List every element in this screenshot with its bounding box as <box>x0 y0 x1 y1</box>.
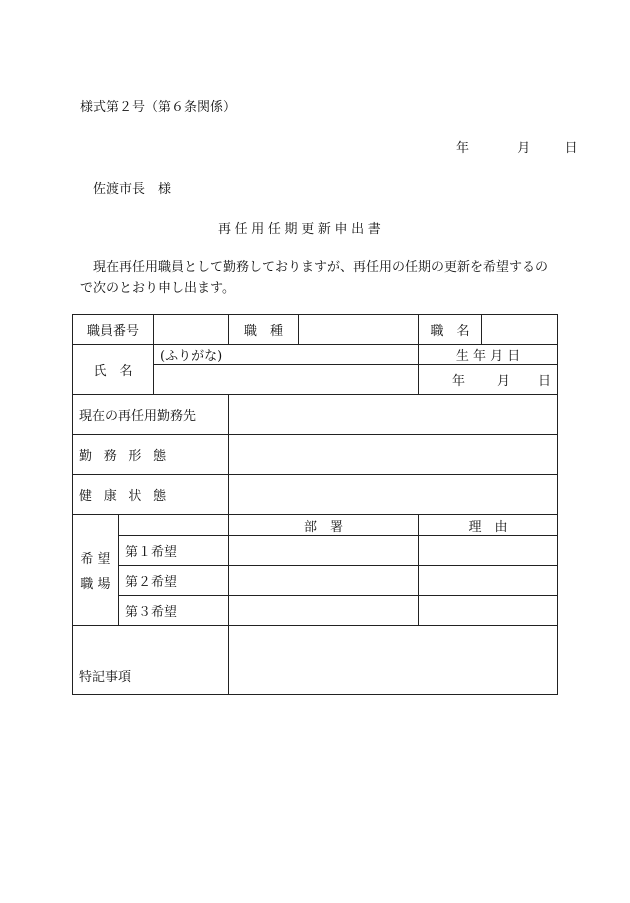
table-row <box>73 515 558 536</box>
choice-2-reason-field[interactable] <box>419 566 558 596</box>
health-field[interactable] <box>229 475 558 515</box>
table-row <box>73 315 558 345</box>
choice-2-label: 第２希望 <box>119 566 229 596</box>
table-row <box>73 566 558 596</box>
department-header: 部 署 <box>229 515 419 536</box>
choice-3-label: 第３希望 <box>119 596 229 626</box>
reason-header: 理 由 <box>419 515 558 536</box>
date-day-label: 日 <box>564 141 578 156</box>
submission-date <box>456 137 578 156</box>
furigana-label: (ふりがな) <box>160 349 223 364</box>
choice-3-department-field[interactable] <box>229 596 419 626</box>
application-table <box>72 314 558 695</box>
choice-1-department-field[interactable] <box>229 536 419 566</box>
table-row <box>73 435 558 475</box>
preferred-label-line1: 希 望 <box>80 552 111 567</box>
form-number-label: 様式第２号（第６条関係） <box>80 100 237 115</box>
table-row <box>73 626 558 695</box>
position-field[interactable] <box>482 315 558 345</box>
furigana-field[interactable] <box>154 345 419 365</box>
health-label: 健康状態 <box>73 475 229 515</box>
birth-day-label: 日 <box>538 374 552 389</box>
birth-month-label: 月 <box>496 374 510 389</box>
work-style-field[interactable] <box>229 435 558 475</box>
preferred-workplace-label <box>73 515 119 626</box>
addressee: 佐渡市長 様 <box>93 182 172 197</box>
choice-1-label: 第１希望 <box>119 536 229 566</box>
date-year-label: 年 <box>456 141 470 156</box>
preferred-header-blank <box>119 515 229 536</box>
birth-year-label: 年 <box>451 374 465 389</box>
table-row <box>73 395 558 435</box>
notes-label: 特記事項 <box>73 626 229 695</box>
work-style-label: 勤務形態 <box>73 435 229 475</box>
document-title: 再任用任期更新申出書 <box>218 222 385 237</box>
table-row <box>73 596 558 626</box>
employee-number-label: 職員番号 <box>73 315 154 345</box>
body-text: 現在再任用職員として勤務しておりますが、再任用の任期の更新を希望するので次のとおり申し出ます。 <box>80 260 549 296</box>
choice-2-department-field[interactable] <box>229 566 419 596</box>
employee-number-field[interactable] <box>154 315 229 345</box>
table-row <box>73 345 558 365</box>
current-workplace-field[interactable] <box>229 395 558 435</box>
choice-1-reason-field[interactable] <box>419 536 558 566</box>
table-row <box>73 536 558 566</box>
position-label: 職 名 <box>419 315 482 345</box>
name-label: 氏 名 <box>73 345 154 395</box>
date-month-label: 月 <box>517 141 531 156</box>
current-workplace-label: 現在の再任用勤務先 <box>73 395 229 435</box>
notes-field[interactable] <box>229 626 558 695</box>
preferred-label-line2: 職 場 <box>80 577 111 592</box>
birthdate-label: 生 年 月 日 <box>419 345 558 365</box>
birthdate-field[interactable] <box>419 365 558 395</box>
name-field[interactable] <box>154 365 419 395</box>
choice-3-reason-field[interactable] <box>419 596 558 626</box>
table-row <box>73 475 558 515</box>
job-type-field[interactable] <box>299 315 419 345</box>
job-type-label: 職 種 <box>229 315 299 345</box>
